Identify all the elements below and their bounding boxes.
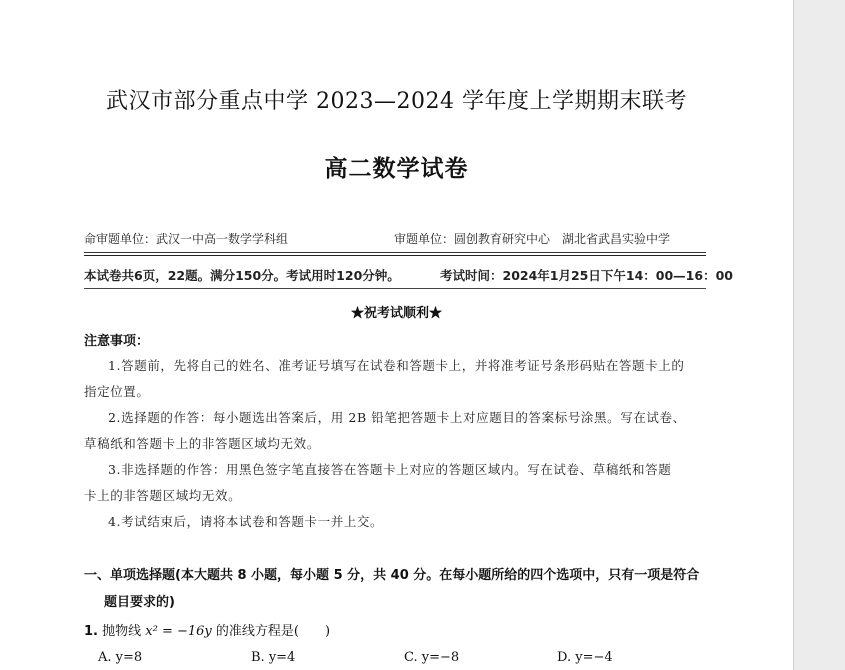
option-b: B. y=4 (251, 650, 296, 665)
info-rule (84, 288, 706, 289)
question-number: 1. (84, 624, 98, 639)
question-math: x² = −16y (145, 624, 212, 639)
option-c: C. y=−8 (404, 650, 460, 665)
exam-time-info: 考试时间：2024年1月25日下午14：00—16：00 (440, 268, 733, 283)
setter-unit: 命审题单位：武汉一中高一数学学科组 (84, 232, 289, 246)
notes-heading: 注意事项： (84, 334, 150, 349)
note-line: 卡上的非答题区域均无效。 (84, 488, 242, 503)
note-line: 1.答题前，先将自己的姓名、准考证号填写在试卷和答题卡上，并将准考证号条形码贴在答题卡上的 (108, 358, 685, 373)
question-stem-after: 的准线方程是( ) (215, 624, 331, 639)
section-heading-cont: 题目要求的) (104, 595, 175, 610)
note-line: 草稿纸和答题卡上的非答题区域均无效。 (84, 436, 320, 451)
option-d: D. y=−4 (557, 650, 613, 665)
option-a: A. y=8 (98, 650, 143, 665)
question-stem-before: 抛物线 (102, 624, 146, 639)
section-heading: 一、单项选择题(本大题共 8 小题，每小题 5 分，共 40 分。在每小题所给的四个选项中，只有一项是符合 (84, 568, 700, 583)
note-line: 4.考试结束后，请将本试卷和答题卡一并上交。 (108, 514, 384, 529)
exam-title: 武汉市部分重点中学 2023—2024 学年度上学期期末联考 (106, 89, 687, 114)
header-rule-thin (84, 252, 706, 253)
viewer-background (794, 0, 845, 670)
good-luck-banner: ★祝考试顺利★ (350, 306, 442, 321)
note-line: 2.选择题的作答：每小题选出答案后，用 2B 铅笔把答题卡上对应题目的答案标号涂黑。写在试卷、 (108, 410, 686, 425)
question-1 (84, 620, 330, 639)
exam-length-info: 本试卷共6页，22题。满分150分。考试用时120分钟。 (84, 268, 400, 283)
note-line: 3.非选择题的作答：用黑色签字笔直接答在答题卡上对应的答题区域内。写在试卷、草稿纸和答题 (108, 462, 672, 477)
note-line: 指定位置。 (84, 384, 150, 399)
exam-subtitle: 高二数学试卷 (324, 156, 469, 182)
header-rule-thick (84, 255, 706, 256)
reviewer-unit: 审题单位：圆创教育研究中心 湖北省武昌实验中学 (394, 232, 671, 246)
